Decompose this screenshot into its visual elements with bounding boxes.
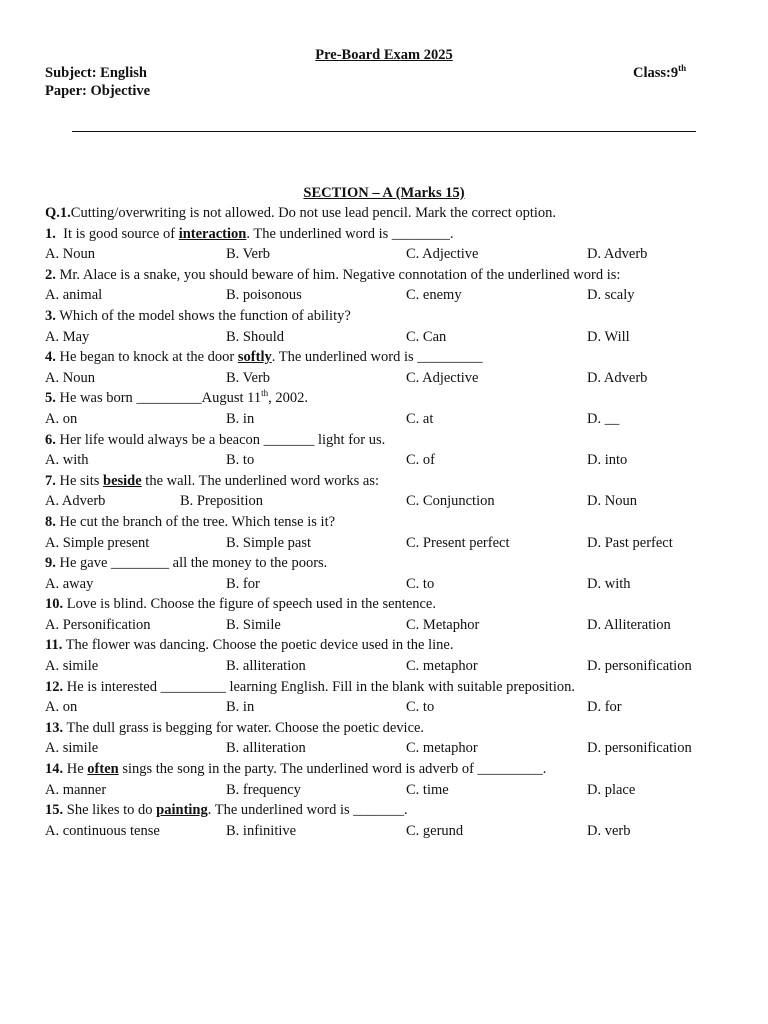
option-d: D. personification [587, 658, 692, 675]
question-text: It is good source of [55, 225, 179, 242]
question-text: Her life would always be a beacon _______ light for us. [55, 431, 386, 448]
question-number: 7. [45, 472, 56, 489]
option-b: B. in [226, 699, 255, 716]
question-text: He was born _________August 11 [55, 390, 262, 407]
option-c: C. time [406, 781, 449, 798]
option-d: D. Alliteration [587, 616, 671, 633]
question-stem [45, 512, 745, 533]
question-text: Which of the model shows the function of ability? [55, 307, 351, 324]
header-divider [72, 131, 696, 132]
question-text-end: . The underlined word is _______. [207, 802, 408, 819]
question-text: Love is blind. Choose the figure of speech used in the sentence. [63, 596, 436, 613]
option-d: D. Will [587, 328, 630, 345]
option-b: B. Verb [226, 369, 271, 386]
answer-options [45, 574, 745, 595]
question-text-end: . The underlined word is _________ [271, 349, 483, 366]
underlined-keyword: interaction [178, 225, 247, 242]
option-b: B. Simile [226, 616, 281, 633]
class-superscript: th [678, 63, 687, 74]
answer-options [45, 368, 745, 389]
option-a: A. manner [45, 781, 107, 798]
option-b: B. to [226, 452, 255, 469]
question-text: He is interested _________ learning English. Fill in the blank with suitable preposition. [63, 678, 575, 695]
option-c: C. Conjunction [406, 493, 495, 510]
question-stem [45, 553, 745, 574]
class-label [633, 65, 686, 82]
option-b: B. frequency [226, 781, 301, 798]
question-stem [45, 430, 745, 451]
option-c: C. Present perfect [406, 534, 510, 551]
instructions-line [45, 203, 745, 224]
question-text: He gave ________ all the money to the poors. [55, 555, 328, 572]
option-c: C. at [406, 410, 434, 427]
option-b: B. Simple past [226, 534, 311, 551]
option-a: A. May [45, 328, 90, 345]
option-c: C. Can [406, 328, 447, 345]
class-text: Class:9 [633, 65, 679, 81]
option-c: C. enemy [406, 287, 462, 304]
question-text-end: , 2002. [268, 390, 309, 407]
option-b: B. for [226, 575, 260, 592]
instructions-text: Cutting/overwriting is not allowed. Do not use lead pencil. Mark the correct option. [70, 205, 557, 221]
question-number: 6. [45, 431, 56, 448]
option-a: A. Simple present [45, 534, 150, 551]
question-text: He began to knock at the door [55, 349, 238, 366]
option-c: C. of [406, 452, 435, 469]
option-b: B. Verb [226, 246, 271, 263]
section-heading: SECTION – A (Marks 15) [303, 185, 465, 201]
option-d: D. Adverb [587, 369, 648, 386]
question-number: 13. [45, 719, 64, 736]
option-c: C. metaphor [406, 658, 478, 675]
option-a: A. simile [45, 658, 99, 675]
option-d: D. verb [587, 822, 631, 839]
question-superscript: th [261, 388, 269, 399]
question-number: 3. [45, 307, 56, 324]
answer-options [45, 780, 745, 801]
answer-options [45, 738, 745, 759]
question-number: 10. [45, 596, 64, 613]
option-a: A. away [45, 575, 94, 592]
option-a: A. Noun [45, 246, 95, 263]
option-a: A. animal [45, 287, 103, 304]
option-b: B. Should [226, 328, 285, 345]
question-list [45, 203, 745, 841]
option-c: C. gerund [406, 822, 464, 839]
question-text: He [63, 761, 88, 778]
option-b: B. in [226, 410, 255, 427]
option-d: D. __ [587, 410, 620, 427]
question-text: The dull grass is begging for water. Choose the poetic device. [63, 719, 425, 736]
answer-options [45, 409, 745, 430]
question-stem [45, 594, 745, 615]
question-number: 8. [45, 513, 56, 530]
option-a: A. with [45, 452, 89, 469]
question-number: 11. [45, 637, 63, 654]
question-text-end: . The underlined word is ________. [246, 225, 454, 242]
question-stem [45, 759, 745, 780]
question-number: 15. [45, 802, 64, 819]
option-b: B. poisonous [226, 287, 302, 304]
underlined-keyword: often [87, 761, 119, 778]
option-c: C. Adjective [406, 369, 479, 386]
question-stem [45, 677, 745, 698]
answer-options [45, 491, 745, 512]
question-number: 9. [45, 555, 56, 572]
question-number: 2. [45, 266, 56, 283]
exam-title: Pre-Board Exam 2025 [315, 47, 453, 63]
answer-options [45, 327, 745, 348]
question-stem [45, 265, 745, 286]
option-a: A. Adverb [45, 493, 106, 510]
question-stem [45, 224, 745, 245]
underlined-keyword: beside [103, 472, 142, 489]
answer-options [45, 244, 745, 265]
option-c: C. to [406, 699, 435, 716]
option-c: C. to [406, 575, 435, 592]
option-d: D. into [587, 452, 628, 469]
option-c: C. metaphor [406, 740, 478, 757]
answer-options [45, 656, 745, 677]
option-b: B. alliteration [226, 658, 306, 675]
question-text: He cut the branch of the tree. Which tense is it? [55, 513, 336, 530]
question-stem [45, 306, 745, 327]
answer-options [45, 697, 745, 718]
question-number: 12. [45, 678, 64, 695]
option-d: D. Adverb [587, 246, 648, 263]
underlined-keyword: softly [237, 349, 272, 366]
question-stem [45, 388, 745, 409]
question-stem [45, 471, 745, 492]
answer-options [45, 533, 745, 554]
question-group-label: Q.1. [45, 205, 71, 221]
question-number: 14. [45, 761, 64, 778]
option-a: A. Personification [45, 616, 151, 633]
question-number: 1. [45, 225, 56, 242]
question-number: 5. [45, 390, 56, 407]
question-text: The flower was dancing. Choose the poetic device used in the line. [62, 637, 454, 654]
question-text-end: the wall. The underlined word works as: [141, 472, 379, 489]
option-a: A. Noun [45, 369, 95, 386]
option-b: B. infinitive [226, 822, 297, 839]
question-stem [45, 800, 745, 821]
question-text: He sits [55, 472, 103, 489]
underlined-keyword: painting [156, 802, 208, 819]
question-text-end: sings the song in the party. The underlined word is adverb of _________. [118, 761, 547, 778]
option-d: D. Past perfect [587, 534, 673, 551]
option-c: C. Adjective [406, 246, 479, 263]
option-d: D. personification [587, 740, 692, 757]
paper-label: Paper: Objective [45, 83, 151, 99]
option-a: A. simile [45, 740, 99, 757]
question-text: Mr. Alace is a snake, you should beware of him. Negative connotation of the underlined word is: [55, 266, 621, 283]
question-text: She likes to do [63, 802, 157, 819]
option-d: D. place [587, 781, 636, 798]
option-a: A. on [45, 699, 78, 716]
question-stem [45, 635, 745, 656]
subject-label: Subject: English [45, 65, 147, 81]
option-b: B. Preposition [180, 493, 263, 510]
option-c: C. Metaphor [406, 616, 480, 633]
option-d: D. scaly [587, 287, 635, 304]
question-number: 4. [45, 349, 56, 366]
questions-container [45, 224, 745, 842]
option-a: A. on [45, 410, 78, 427]
question-stem [45, 347, 745, 368]
option-b: B. alliteration [226, 740, 306, 757]
answer-options [45, 821, 745, 842]
question-stem [45, 718, 745, 739]
option-d: D. Noun [587, 493, 637, 510]
answer-options [45, 285, 745, 306]
option-a: A. continuous tense [45, 822, 160, 839]
answer-options [45, 615, 745, 636]
option-d: D. with [587, 575, 631, 592]
answer-options [45, 450, 745, 471]
option-d: D. for [587, 699, 622, 716]
